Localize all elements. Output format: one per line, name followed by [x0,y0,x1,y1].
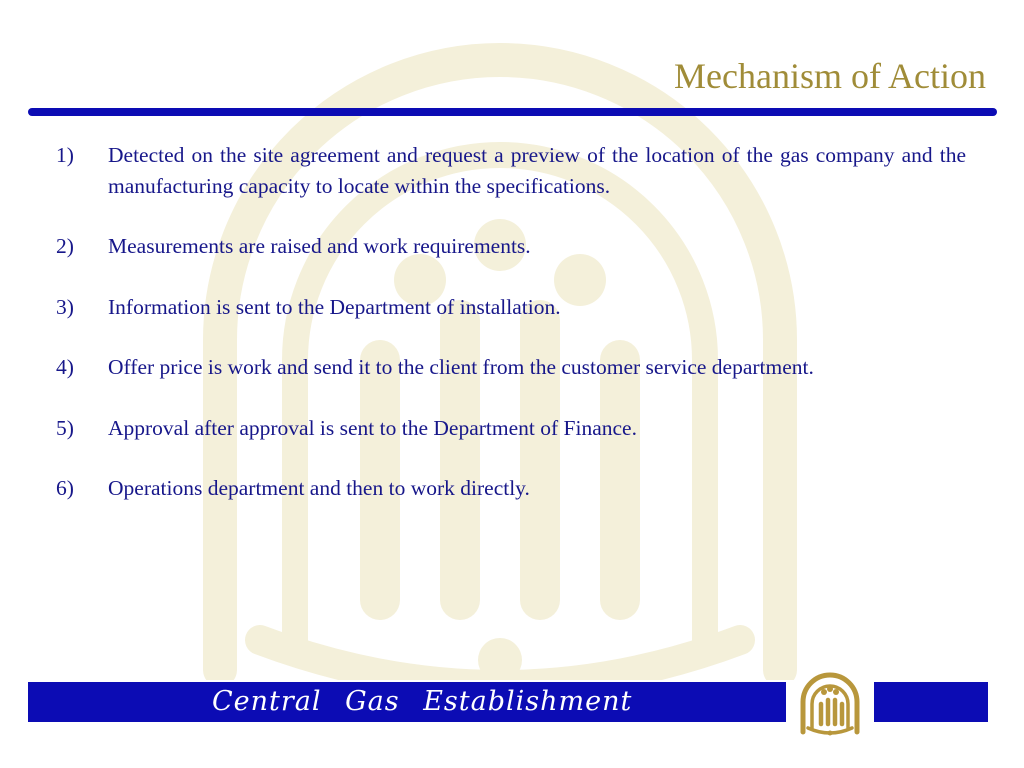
list-item [56,140,966,201]
title-divider [28,108,997,116]
slide-title: Mechanism of Action [674,56,986,96]
list-item [56,352,966,383]
item-text: Information is sent to the Department of installation. [108,294,561,319]
list-item [56,473,966,504]
item-number: 5) [56,415,74,440]
item-number: 3) [56,294,74,319]
item-text: Operations department and then to work directly. [108,476,530,500]
item-number: 4) [56,355,74,379]
list-item [56,292,966,323]
item-text: Detected on the site agreement and request a preview of the location of the gas company and the manufacturing capacity to locate within the specifications. [108,143,966,198]
steps-list [56,140,966,534]
item-number: 1) [56,143,74,167]
footer-organization-name: Central Gas Establishment [212,686,633,717]
item-text: Measurements are raised and work requirements. [108,234,531,258]
item-text: Offer price is work and send it to the client from the customer service department. [108,355,814,379]
establishment-logo-icon [798,670,862,736]
item-text: Approval after approval is sent to the Department of Finance. [108,415,637,440]
list-item [56,413,966,444]
list-item [56,231,966,262]
footer-bar-right [874,682,988,722]
item-number: 2) [56,234,74,258]
item-number: 6) [56,476,74,500]
